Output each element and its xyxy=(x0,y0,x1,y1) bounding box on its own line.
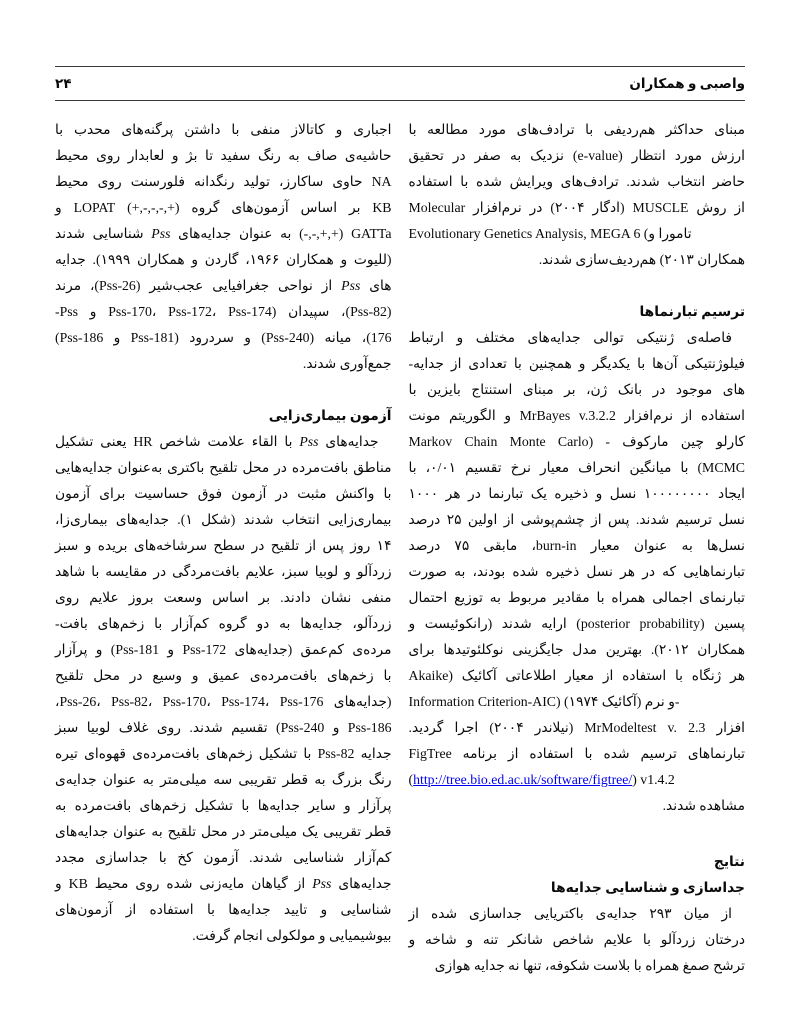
text-run: حاشیه‌ی صاف به رنگ سفید تا بژ و لعابدار روی محیط xyxy=(55,148,392,163)
text-line xyxy=(409,221,746,247)
text-run: پرآزار و سایر جدایه‌ها با تشکیل زخم‌های بافت‌مرده به xyxy=(55,798,392,813)
text-run: همکاران ۲۰۱۲). بهترین مدل جایگزینی نوکلئوتیدها برای xyxy=(408,642,746,657)
text-line xyxy=(409,953,746,979)
text-run: افزار MrModeltest v. 2.3 (نیلاندر ۲۰۰۴) اجرا گردید. xyxy=(408,720,745,735)
text-line xyxy=(55,923,392,949)
text-line xyxy=(55,429,392,455)
text-run: (جدایه‌های Pss-26، Pss-82، Pss-170، Pss-174، Pss-176، xyxy=(55,694,392,709)
text-run: کم‌آزار شناسایی شدند. آزمون کخ با جداسازی مجدد xyxy=(55,850,392,865)
text-line xyxy=(55,585,392,611)
text-run: جدایه‌های xyxy=(331,876,392,891)
text-line xyxy=(409,585,746,611)
text-run: از گیاهان مایه‌زنی شده روی محیط KB و xyxy=(55,876,313,891)
text-run: رنگ بزرگ به قطر تقریبی سه میلی‌متر به عنوان جدایه‌ی xyxy=(55,772,392,787)
text-line xyxy=(55,351,392,377)
section-heading-tree-drawing: ترسیم تبارنماها xyxy=(639,304,745,319)
text-line xyxy=(55,195,392,221)
text-line xyxy=(409,377,746,403)
text-run: (Pss-82)، سپیدان (Pss-170، Pss-172، Pss-174 و Pss- xyxy=(55,304,392,319)
text-run: فاصله‌ی ژنتیکی توالی جدایه‌های مختلف و ارتباط xyxy=(408,330,732,345)
text-line xyxy=(409,793,746,819)
text-line xyxy=(55,247,392,273)
text-run: شناسایی شدند xyxy=(55,226,152,241)
text-line xyxy=(55,117,392,143)
section-heading-isolation: جداسازی و شناسایی جدایه‌ها xyxy=(550,880,745,895)
text-line xyxy=(409,507,746,533)
page-number: ۲۴ xyxy=(55,75,72,91)
text-run: جمع‌آوری شدند. xyxy=(302,356,392,371)
column-right xyxy=(409,117,746,979)
section-heading-results: نتایج xyxy=(713,854,745,869)
species-abbreviation-italic: Pss xyxy=(312,876,332,891)
text-line xyxy=(55,767,392,793)
text-line xyxy=(55,507,392,533)
species-abbreviation-italic: Pss xyxy=(151,226,171,241)
text-run: فیلوژنتیکی آن‌ها با یکدیگر و همچنین با تعدادی از جدایه- xyxy=(408,356,745,371)
text-line xyxy=(409,325,746,351)
text-line xyxy=(55,611,392,637)
species-abbreviation-italic: Pss xyxy=(299,434,319,449)
text-line xyxy=(409,247,746,273)
species-abbreviation-italic: Pss xyxy=(341,278,361,293)
text-line xyxy=(409,455,746,481)
text-line xyxy=(55,689,392,715)
text-line xyxy=(55,819,392,845)
text-line xyxy=(409,741,746,767)
text-run: بیوشیمیایی و مولکولی انجام گرفت. xyxy=(192,928,392,943)
text-run: استفاده از نرم‌افزار MrBayes v.3.2.2 و الگوریتم مونت xyxy=(408,408,745,423)
text-line xyxy=(55,741,392,767)
text-run: بیماری‌زایی انتخاب شدند (شکل ۱). جدایه‌های بیماری‌زا، xyxy=(55,512,392,527)
text-line xyxy=(55,793,392,819)
text-run: حاضر انتخاب شدند. ترادف‌های ویرایش شده با استفاده xyxy=(408,174,745,189)
text-line xyxy=(55,143,392,169)
text-line xyxy=(55,637,392,663)
text-line xyxy=(55,897,392,923)
section-heading-pathogenicity: آزمون بیماری‌زایی xyxy=(268,408,392,423)
text-run: ( xyxy=(408,772,414,787)
text-line xyxy=(55,663,392,689)
text-line xyxy=(55,455,392,481)
paragraph-alignment-methods xyxy=(409,117,746,273)
text-line xyxy=(409,611,746,637)
text-line xyxy=(409,637,746,663)
text-run: Pss-186 و Pss-240) تقسیم شدند. روی غلاف لوبیا سبز xyxy=(55,720,392,735)
text-line xyxy=(55,871,392,897)
text-run: از نواحی جغرافیایی عجب‌شیر (Pss-26)، مرند xyxy=(55,278,342,293)
text-run: تبارنماهایی که در هر نسل ذخیره شده بودند، به صورت xyxy=(408,564,745,579)
text-line xyxy=(409,169,746,195)
text-run: MCMC) با میانگین انحراف معیار نرخ تقسیم ۰/۰۱، با xyxy=(408,460,745,475)
text-run: مبنای حداکثر هم‌ردیفی با ترادف‌های مورد مطالعه با xyxy=(408,122,745,137)
text-run: زردآلو، جدایه‌ها به دو گروه کم‌آزار با زخم‌های بافت- xyxy=(55,616,392,631)
paragraph-identification xyxy=(55,117,392,377)
text-line xyxy=(409,481,746,507)
text-line xyxy=(409,715,746,741)
text-run: همکاران ۲۰۱۳) هم‌ردیف‌سازی شدند. xyxy=(538,252,745,267)
text-run: زردآلو و لوبیا سبز، علایم بافت‌مردگی در مقایسه با شاهد xyxy=(55,564,392,579)
text-run: KB بر اساس آزمون‌های گروه (+,-,-,-,+) LOPAT و xyxy=(55,200,392,215)
column-left xyxy=(55,117,392,979)
text-run: نسل ترسیم شدند. پس از چشم‌پوشی از اولین ۲۵ درصد xyxy=(408,512,745,527)
text-line xyxy=(55,325,392,351)
text-line xyxy=(55,559,392,585)
text-run: 176)، میانه (Pss-240) و سردرود (Pss-181 و Pss-186) xyxy=(55,330,392,345)
running-head: واصبی و همکاران xyxy=(629,75,745,91)
text-line xyxy=(409,767,746,793)
text-run: قطر تقریبی یک میلی‌متر در محل تلقیح به عنوان جدایه‌های xyxy=(55,824,392,839)
text-run: Information Criterion-AIC) (آکائیک ۱۹۷۴) و نرم- xyxy=(408,694,680,709)
text-run: با القاء علامت شاخص HR یعنی تشکیل xyxy=(55,434,300,449)
text-run: جدایه Pss-82 با تشکیل زخم‌های بافت‌مرده‌ی قهوه‌ای تیره xyxy=(55,746,392,761)
text-run: جدایه‌های xyxy=(318,434,379,449)
text-run: شناسایی و تایید جدایه‌ها با استفاده از آزمون‌های xyxy=(55,902,392,917)
paragraph-tree-drawing xyxy=(409,325,746,819)
text-run: های xyxy=(360,278,392,293)
paragraph-pathogenicity xyxy=(55,429,392,949)
text-run: مناطق بافت‌مرده در محل تلقیح باکتری به‌عنوان جدایه‌هایی xyxy=(55,460,392,475)
text-line xyxy=(55,481,392,507)
text-line xyxy=(55,845,392,871)
text-run: NA حاوی ساکارز، تولید رنگدانه فلورسنت روی محیط xyxy=(55,174,392,189)
text-run: تبارنمای اجمالی همراه با مقادیر مربوط به توزیع احتمال xyxy=(408,590,745,605)
text-run: اجباری و کاتالاز منفی با داشتن پرگنه‌های محدب با xyxy=(55,122,392,137)
text-run: ۱۴ روز پس از تلقیح در سطح سرشاخه‌های بریده و سبز xyxy=(55,538,392,553)
text-line xyxy=(409,559,746,585)
text-run: با واکنش مثبت در آزمون فوق حساسیت برای آزمون xyxy=(55,486,392,501)
text-line xyxy=(409,195,746,221)
text-line xyxy=(409,117,746,143)
text-line xyxy=(409,927,746,953)
two-column-body xyxy=(55,117,745,979)
text-run: تبارنماهای ترسیم شده با استفاده از برنامه FigTree xyxy=(408,746,745,761)
text-line xyxy=(409,403,746,429)
text-run: از میان ۲۹۳ جدایه‌ی باکتریایی جداسازی شده از xyxy=(408,906,732,921)
text-line xyxy=(409,663,746,689)
text-line xyxy=(409,429,746,455)
text-run: Evolutionary Genetics Analysis, MEGA 6 (تامورا و xyxy=(408,226,692,241)
text-line xyxy=(55,221,392,247)
text-line xyxy=(409,351,746,377)
text-run: کارلو چین مارکوف - (Markov Chain Monte Carlo xyxy=(408,434,745,449)
text-run: ایجاد ۱۰۰۰۰۰۰۰۰ نسل و ذخیره یک تبارنما در هر ۱۰۰۰ xyxy=(408,486,745,501)
text-line xyxy=(55,169,392,195)
text-run: مشاهده شدند. xyxy=(662,798,745,813)
text-line xyxy=(55,715,392,741)
text-run: با زخم‌های بافت‌مرده‌ی عمیق و وسیع در محل تلقیح xyxy=(55,668,392,683)
text-line xyxy=(55,273,392,299)
text-line xyxy=(409,901,746,927)
text-line xyxy=(409,143,746,169)
text-line xyxy=(409,533,746,559)
text-run: GATTa (+,+,-,-) به عنوان جدایه‌های xyxy=(170,226,392,241)
figtree-link[interactable]: http://tree.bio.ed.ac.uk/software/figtree/ xyxy=(413,772,633,787)
text-run: مرده‌ی کم‌عمق (جدایه‌های Pss-172 و Pss-181) و پرآزار xyxy=(55,642,392,657)
text-run: پسین (posterior probability) ارایه شدند (رانکوئیست و xyxy=(408,616,745,631)
text-line xyxy=(409,689,746,715)
text-run: ترشح صمغ همراه با بلاست شکوفه، تنها نه جدایه هوازی xyxy=(434,958,745,973)
text-run: از روش MUSCLE (ادگار ۲۰۰۴) در نرم‌افزار Molecular xyxy=(408,200,746,215)
text-run: هر ژنگاه با استفاده از معیار اطلاعاتی آکائیک (Akaike xyxy=(408,668,745,683)
text-run: (للیوت و همکاران ۱۹۶۶، گاردن و همکاران ۱۹۹۹). جدایه xyxy=(55,252,392,267)
text-line xyxy=(55,533,392,559)
text-run: های موجود در بانک ژن، بر مبنای استنتاج بایزین با xyxy=(408,382,745,397)
text-run: ارزش مورد انتظار (e-value) نزدیک به صفر در تحقیق xyxy=(408,148,745,163)
text-line xyxy=(55,299,392,325)
page-header xyxy=(55,66,745,101)
text-run: نسل‌ها به عنوان معیار burn-in، مابقی ۷۵ درصد xyxy=(408,538,746,553)
text-run: درختان زردآلو با علایم شاخص شانکر تنه و شاخه و xyxy=(408,932,745,947)
text-run: منفی نشان دادند. بر اساس وسعت بروز علایم روی xyxy=(55,590,392,605)
paragraph-isolation xyxy=(409,901,746,979)
text-run: ) v1.4.2 xyxy=(632,772,675,787)
